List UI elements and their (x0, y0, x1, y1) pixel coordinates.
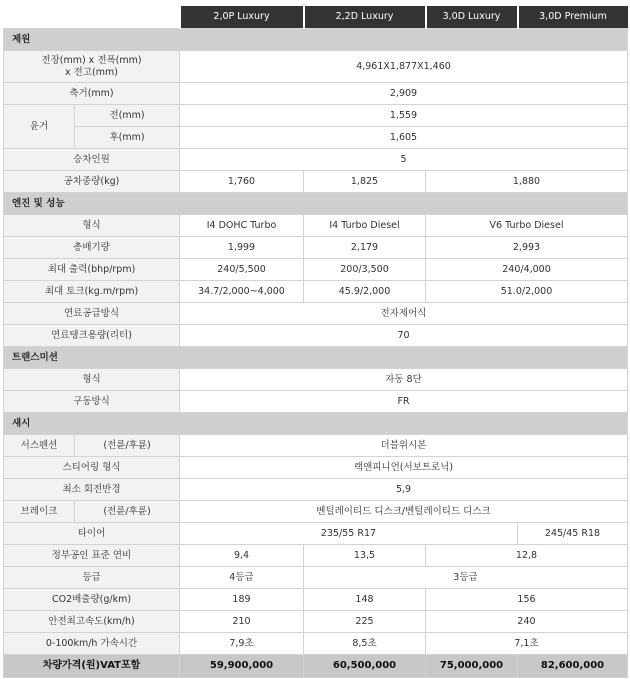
value-curb-weight: 1,880 (426, 171, 628, 193)
row-label-acceleration: 0-100km/h 가속시간 (4, 633, 180, 655)
value-tread-front: 1,559 (180, 105, 628, 127)
row-label-top-speed: 안전최고속도(km/h) (4, 611, 180, 633)
column-header-3-0d-luxury: 3,0D Luxury (426, 6, 518, 29)
value-fuel-system: 전자제어식 (180, 303, 628, 325)
row-label-brake: 브레이크 (4, 501, 75, 523)
column-header-row (4, 6, 628, 29)
row-label-torque: 최대 토크(kg.m/rpm) (4, 281, 180, 303)
row-label-tread-rear: 후(mm) (75, 127, 180, 149)
value-tire: 235/55 R17 (180, 523, 518, 545)
value-power: 240/4,000 (426, 259, 628, 281)
row-sublabel-brake: (전륜/후륜) (75, 501, 180, 523)
value-drive: FR (180, 391, 628, 413)
value-power: 200/3,500 (304, 259, 426, 281)
column-header-2-2d-luxury: 2,2D Luxury (304, 6, 426, 29)
section-title-transmission: 트랜스미션 (4, 347, 628, 369)
value-acceleration: 7,1초 (426, 633, 628, 655)
row-label-suspension: 서스펜션 (4, 435, 75, 457)
value-displacement: 2,993 (426, 237, 628, 259)
value-tire: 245/45 R18 (518, 523, 628, 545)
row-label-fuel-system: 연료공급방식 (4, 303, 180, 325)
row-label-power: 최대 출력(bhp/rpm) (4, 259, 180, 281)
row-label-co2: CO2배출량(g/km) (4, 589, 180, 611)
row-label-engine-type: 형식 (4, 215, 180, 237)
value-price: 59,900,000 (180, 655, 304, 678)
row-label-fuel-tank: 연료탱크용량(리터) (4, 325, 180, 347)
value-top-speed: 240 (426, 611, 628, 633)
row-label-tread-front: 전(mm) (75, 105, 180, 127)
spec-table-container (3, 6, 627, 678)
section-title-engine: 엔진 및 성능 (4, 193, 628, 215)
value-torque: 45.9/2,000 (304, 281, 426, 303)
row-label-curb-weight: 공차중량(kg) (4, 171, 180, 193)
row-label-tire: 타이어 (4, 523, 180, 545)
value-engine-type: V6 Turbo Diesel (426, 215, 628, 237)
value-price: 60,500,000 (304, 655, 426, 678)
row-label-seats: 승차인원 (4, 149, 180, 171)
value-top-speed: 225 (304, 611, 426, 633)
value-co2: 156 (426, 589, 628, 611)
row-label-price: 차량가격(원)VAT포함 (4, 655, 180, 678)
value-tread-rear: 1,605 (180, 127, 628, 149)
column-header-3-0d-premium: 3,0D Premium (518, 6, 628, 29)
row-sublabel-suspension: (전륜/후륜) (75, 435, 180, 457)
row-label-transmission-type: 형식 (4, 369, 180, 391)
value-fuel-economy: 9,4 (180, 545, 304, 567)
value-torque: 34.7/2,000~4,000 (180, 281, 304, 303)
row-label-displacement: 총배기량 (4, 237, 180, 259)
row-label-tread: 윤거 (4, 105, 75, 149)
value-fuel-economy: 12,8 (426, 545, 628, 567)
value-wheelbase: 2,909 (180, 83, 628, 105)
row-label-wheelbase: 축거(mm) (4, 83, 180, 105)
value-curb-weight: 1,760 (180, 171, 304, 193)
value-size: 4,961X1,877X1,460 (180, 51, 628, 83)
price-row (4, 655, 628, 678)
value-transmission-type: 자동 8단 (180, 369, 628, 391)
value-power: 240/5,500 (180, 259, 304, 281)
value-top-speed: 210 (180, 611, 304, 633)
value-co2: 148 (304, 589, 426, 611)
value-acceleration: 8,5초 (304, 633, 426, 655)
value-seats: 5 (180, 149, 628, 171)
row-label-turning-radius: 최소 회전반경 (4, 479, 180, 501)
row-label-steering: 스티어링 형식 (4, 457, 180, 479)
value-brake: 벤틸레이티드 디스크/벤틸레이티드 디스크 (180, 501, 628, 523)
row-label-size: 전장(mm) x 전폭(mm) x 전고(mm) (4, 51, 180, 83)
value-grade: 4등급 (180, 567, 304, 589)
value-grade: 3등급 (304, 567, 628, 589)
value-acceleration: 7,9초 (180, 633, 304, 655)
column-header-2-0p-luxury: 2,0P Luxury (180, 6, 304, 29)
spec-table (3, 6, 628, 678)
header-blank (4, 6, 180, 29)
value-price: 82,600,000 (518, 655, 628, 678)
value-engine-type: I4 DOHC Turbo (180, 215, 304, 237)
value-engine-type: I4 Turbo Diesel (304, 215, 426, 237)
row-label-drive: 구동방식 (4, 391, 180, 413)
value-price: 75,000,000 (426, 655, 518, 678)
row-label-fuel-economy: 정부공인 표준 연비 (4, 545, 180, 567)
value-displacement: 2,179 (304, 237, 426, 259)
value-suspension: 더블위시본 (180, 435, 628, 457)
section-title-dimensions: 제원 (4, 29, 628, 51)
value-fuel-tank: 70 (180, 325, 628, 347)
row-label-grade: 등급 (4, 567, 180, 589)
value-steering: 랙앤피니언(서보트로닉) (180, 457, 628, 479)
value-torque: 51.0/2,000 (426, 281, 628, 303)
value-displacement: 1,999 (180, 237, 304, 259)
value-turning-radius: 5,9 (180, 479, 628, 501)
section-title-chassis: 섀시 (4, 413, 628, 435)
value-curb-weight: 1,825 (304, 171, 426, 193)
value-fuel-economy: 13,5 (304, 545, 426, 567)
value-co2: 189 (180, 589, 304, 611)
